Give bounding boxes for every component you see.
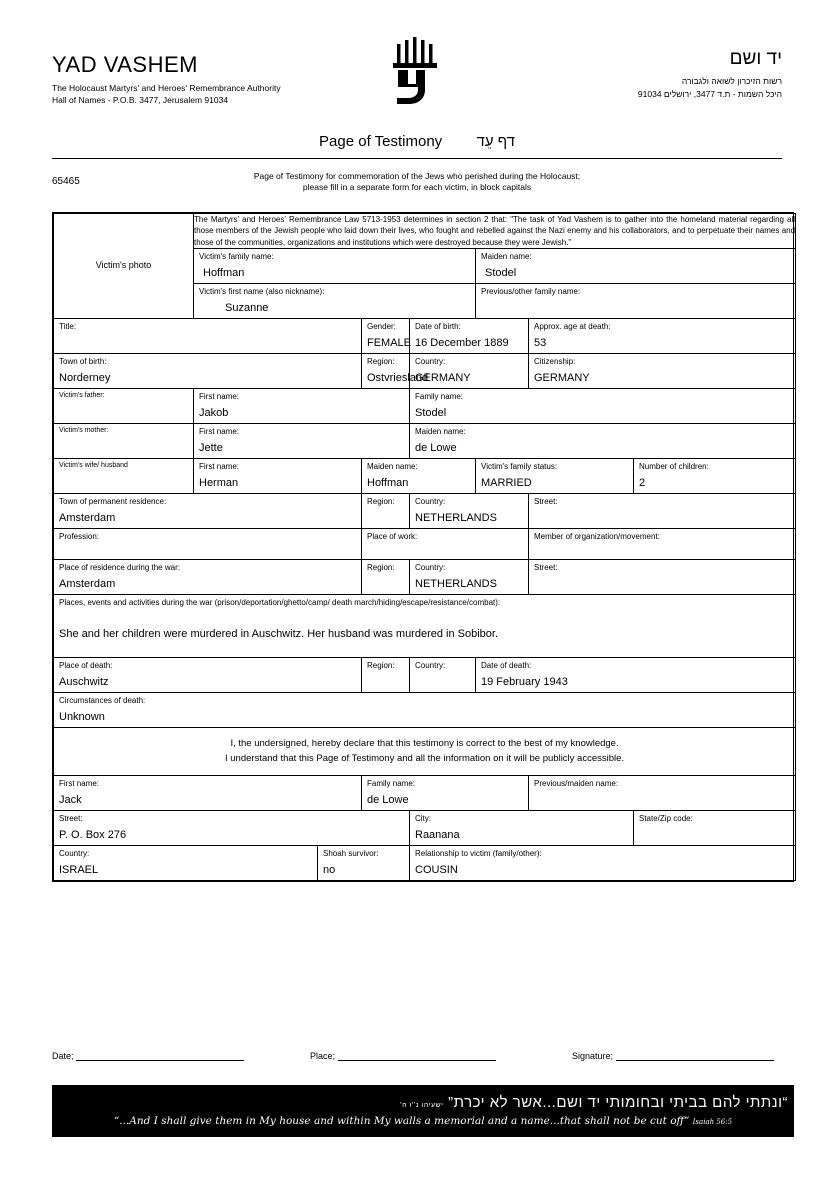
declaration-line-2: I understand that this Page of Testimony and all the information on it will be publicly accessible.: [225, 753, 625, 765]
submitter-family-name-cell[interactable]: [362, 776, 529, 811]
victim-photo-cell: [54, 214, 194, 319]
victim-citizenship-cell[interactable]: [529, 354, 796, 389]
victim-first-name-value: Suzanne: [225, 302, 269, 315]
victim-age-at-death-cell[interactable]: [529, 319, 796, 354]
father-family-name-value: Stodel: [415, 407, 447, 420]
victim-citizenship-value: GERMANY: [534, 372, 590, 385]
victim-town-of-birth-cell[interactable]: [54, 354, 362, 389]
mother-row-label: Victim's mother:: [59, 427, 109, 435]
spouse-row-label-cell: [54, 459, 194, 494]
submitter-country-value: ISRAEL: [59, 864, 99, 877]
victim-previous-family-name-label: Previous/other family name:: [481, 287, 581, 297]
date-field[interactable]: [52, 1049, 244, 1061]
war-residence-place-label: Place of residence during the war:: [59, 563, 180, 573]
spouse-maiden-name-value: Hoffman: [367, 477, 409, 490]
footer-quote-hebrew: [58, 1094, 788, 1111]
hebrew-org-name: יד ושם: [729, 48, 782, 69]
instructions-line-2: please fill in a separate form for each victim, in block capitals: [302, 182, 532, 193]
hebrew-brand: [638, 48, 782, 99]
spouse-first-name-value: Herman: [199, 477, 239, 490]
signature-label: Signature;: [572, 1051, 614, 1061]
victim-title-label: Title:: [59, 322, 77, 332]
submitter-first-name-cell[interactable]: [54, 776, 362, 811]
permanent-residence-country-cell[interactable]: [410, 494, 529, 529]
footer-quote-english-text: “...And I shall give them in My house and within My walls a memorial and a name...that shall not be cut off”: [113, 1115, 690, 1127]
date-of-death-value: 19 February 1943: [481, 676, 568, 689]
form-number: 65465: [52, 176, 80, 187]
submitter-street-cell[interactable]: [54, 811, 410, 846]
family-status-value: MARRIED: [481, 477, 532, 490]
place-of-work-cell[interactable]: [362, 529, 529, 560]
footer-quote-english: [58, 1115, 788, 1127]
victim-birth-region-label: Region:: [367, 357, 395, 367]
victim-first-name-label: Victim's first name (also nickname):: [199, 287, 325, 297]
victim-maiden-name-label: Maiden name:: [481, 252, 532, 262]
permanent-residence-region-label: Region:: [367, 497, 395, 507]
spouse-maiden-name-cell[interactable]: [362, 459, 476, 494]
submitter-state-zip-label: State/Zip code:: [639, 814, 693, 824]
footer-quote-hebrew-ref: ישעיהו נ’’ו ה’: [400, 1102, 444, 1109]
shoah-survivor-label: Shoah survivor:: [323, 849, 379, 859]
victim-birth-country-value: GERMANY: [415, 372, 471, 385]
spouse-first-name-cell[interactable]: [194, 459, 362, 494]
victim-birth-region-cell[interactable]: [362, 354, 429, 389]
number-of-children-label: Number of children:: [639, 462, 709, 472]
father-first-name-cell[interactable]: [194, 389, 410, 424]
war-residence-place-cell[interactable]: [54, 560, 362, 595]
number-of-children-value: 2: [639, 477, 646, 490]
page-title: Page of Testimony: [319, 133, 443, 150]
mother-first-name-cell[interactable]: [194, 424, 410, 459]
signature-row: [52, 1049, 794, 1075]
mother-row-label-cell: [54, 424, 194, 459]
remembrance-law-text: The Martyrs' and Heroes' Remembrance Law 5713-1953 determines in section 2 that: "The task of Yad Vashem is to gather into the homeland material regarding all those members of the Jewish people who laid down their lives, who fought and rebelled against the Nazi enemy and his collaborators, and to perpetuate their names and those of the communities, organizations and institutions which were destroyed because they were Jewish.": [194, 215, 796, 247]
victim-dob-value: 16 December 1889: [415, 337, 509, 350]
signature-field[interactable]: [572, 1049, 774, 1061]
permanent-residence-country-value: NETHERLANDS: [415, 512, 497, 525]
hebrew-subtitle-1: רשות הזיכרון לשואה ולגבורה: [681, 76, 782, 86]
victim-family-name-cell[interactable]: [194, 249, 476, 284]
permanent-residence-town-value: Amsterdam: [59, 512, 116, 525]
war-residence-country-value: NETHERLANDS: [415, 578, 497, 591]
permanent-residence-street-label: Street:: [534, 497, 558, 507]
victim-town-of-birth-label: Town of birth:: [59, 357, 107, 367]
footer-quote-english-ref: Isaiah 56:5: [692, 1118, 733, 1126]
victim-birth-country-label: Country:: [415, 357, 446, 367]
org-subtitle-2: Hall of Names - P.O.B. 3477, Jerusalem 91034: [52, 95, 229, 105]
war-residence-country-cell[interactable]: [410, 560, 529, 595]
submitter-family-name-label: Family name:: [367, 779, 416, 789]
date-of-death-cell[interactable]: [476, 658, 796, 693]
submitter-city-cell[interactable]: [410, 811, 634, 846]
father-family-name-label: Family name:: [415, 392, 464, 402]
date-label: Date;: [52, 1051, 74, 1061]
war-events-cell[interactable]: [54, 595, 796, 658]
yad-vashem-brand: [52, 52, 281, 105]
war-residence-place-value: Amsterdam: [59, 578, 116, 591]
death-country-label: Country:: [415, 661, 446, 671]
victim-family-name-value: Hoffman: [203, 267, 245, 280]
instructions-line-1: Page of Testimony for commemoration of the Jews who perished during the Holocaust;: [253, 171, 581, 181]
family-status-label: Victim's family status:: [481, 462, 558, 472]
victim-birth-region-value: Ostvriesland: [367, 372, 429, 385]
victim-birth-country-cell[interactable]: [410, 354, 529, 389]
death-region-label: Region:: [367, 661, 395, 671]
victim-citizenship-label: Citizenship:: [534, 357, 576, 367]
submitter-state-zip-cell[interactable]: [634, 811, 796, 846]
victim-town-of-birth-value: Norderney: [59, 372, 111, 385]
death-country-cell[interactable]: [410, 658, 476, 693]
circumstances-of-death-cell[interactable]: [54, 693, 796, 728]
war-residence-street-cell[interactable]: [529, 560, 796, 595]
submitter-city-value: Raanana: [415, 829, 460, 842]
father-first-name-value: Jakob: [199, 407, 229, 420]
relationship-cell[interactable]: [410, 846, 796, 881]
victim-previous-family-name-cell[interactable]: [476, 284, 796, 319]
organization-label: Member of organization/movement:: [534, 532, 660, 542]
shoah-survivor-cell[interactable]: [318, 846, 410, 881]
footer-quote: [52, 1085, 794, 1137]
yad-vashem-logo-icon: [372, 34, 462, 106]
victim-family-name-label: Victim's family name:: [199, 252, 274, 262]
place-of-death-label: Place of death:: [59, 661, 113, 671]
submitter-first-name-label: First name:: [59, 779, 100, 789]
mother-maiden-name-cell[interactable]: [410, 424, 796, 459]
submitter-first-name-value: Jack: [59, 794, 82, 807]
mother-maiden-name-label: Maiden name:: [415, 427, 466, 437]
page-title-row: [0, 133, 834, 150]
profession-label: Profession:: [59, 532, 100, 542]
declaration-cell: [54, 728, 796, 776]
victim-maiden-name-cell[interactable]: [476, 249, 796, 284]
submitter-country-label: Country:: [59, 849, 90, 859]
place-field[interactable]: [310, 1049, 496, 1061]
war-residence-region-cell[interactable]: [362, 560, 410, 595]
mother-first-name-value: Jette: [199, 442, 223, 455]
org-subtitle-1: The Holocaust Martyrs' and Heroes' Remembrance Authority: [52, 83, 281, 93]
victim-photo-label: Victim's photo: [95, 260, 152, 271]
permanent-residence-country-label: Country:: [415, 497, 446, 507]
victim-gender-value: FEMALE: [367, 337, 412, 350]
page-title-hebrew: דף עֵד: [476, 133, 515, 150]
permanent-residence-town-cell[interactable]: [54, 494, 362, 529]
victim-age-at-death-value: 53: [534, 337, 547, 350]
war-residence-region-label: Region:: [367, 563, 395, 573]
war-residence-street-label: Street:: [534, 563, 558, 573]
war-events-label: Places, events and activities during the war (prison/deportation/ghetto/camp/ death march/hiding/escape/resistance/combat):: [59, 598, 501, 608]
submitter-street-label: Street:: [59, 814, 83, 824]
spouse-maiden-name-label: Maiden name:: [367, 462, 418, 472]
death-region-cell[interactable]: [362, 658, 410, 693]
number-of-children-cell[interactable]: [634, 459, 796, 494]
permanent-residence-street-cell[interactable]: [529, 494, 796, 529]
place-of-death-cell[interactable]: [54, 658, 362, 693]
testimony-form: [52, 212, 794, 882]
spouse-first-name-label: First name:: [199, 462, 240, 472]
place-of-work-label: Place of work:: [367, 532, 418, 542]
father-family-name-cell[interactable]: [410, 389, 796, 424]
permanent-residence-town-label: Town of permanent residence:: [59, 497, 167, 507]
date-of-death-label: Date of death:: [481, 661, 532, 671]
shoah-survivor-value: no: [323, 864, 336, 877]
profession-cell[interactable]: [54, 529, 362, 560]
victim-first-name-cell[interactable]: [194, 284, 476, 319]
submitter-country-cell[interactable]: [54, 846, 318, 881]
submitter-family-name-value: de Lowe: [367, 794, 409, 807]
war-events-value: She and her children were murdered in Auschwitz. Her husband was murdered in Sobibor.: [59, 628, 499, 641]
war-residence-country-label: Country:: [415, 563, 446, 573]
submitter-previous-name-cell[interactable]: [529, 776, 796, 811]
victim-dob-label: Date of birth:: [415, 322, 461, 332]
header-divider: [52, 158, 782, 159]
footer-quote-hebrew-text: “ונתתי להם בביתי ובחומותי יד ושם...אשר לא יכרת”: [448, 1094, 788, 1111]
father-first-name-label: First name:: [199, 392, 240, 402]
place-label: Place;: [310, 1051, 336, 1061]
victim-maiden-name-value: Stodel: [485, 267, 517, 280]
instructions: [0, 171, 834, 194]
circumstances-of-death-value: Unknown: [59, 711, 105, 724]
hebrew-subtitle-2: היכל השמות - ת.ד 3477, ירושלים 91034: [637, 89, 782, 99]
document-header: [0, 0, 834, 118]
submitter-street-value: P. O. Box 276: [59, 829, 127, 842]
mother-first-name-label: First name:: [199, 427, 240, 437]
place-of-death-value: Auschwitz: [59, 676, 109, 689]
org-name: YAD VASHEM: [52, 52, 198, 77]
circumstances-of-death-label: Circumstances of death:: [59, 696, 146, 706]
victim-age-at-death-label: Approx. age at death:: [534, 322, 611, 332]
family-status-cell[interactable]: [476, 459, 634, 494]
submitter-city-label: City:: [415, 814, 431, 824]
mother-maiden-name-value: de Lowe: [415, 442, 457, 455]
declaration-line-1: I, the undersigned, hereby declare that this testimony is correct to the best of my knowledge.: [230, 738, 619, 750]
father-row-label: Victim's father:: [59, 392, 105, 400]
father-row-label-cell: [54, 389, 194, 424]
victim-title-cell[interactable]: [54, 319, 362, 354]
relationship-label: Relationship to victim (family/other):: [415, 849, 542, 859]
submitter-previous-name-label: Previous/maiden name:: [534, 779, 619, 789]
relationship-value: COUSIN: [415, 864, 458, 877]
organization-cell[interactable]: [529, 529, 796, 560]
spouse-row-label: Victim's wife/ husband: [59, 462, 128, 470]
victim-dob-cell[interactable]: [410, 319, 529, 354]
permanent-residence-region-cell[interactable]: [362, 494, 410, 529]
victim-gender-label: Gender:: [367, 322, 396, 332]
victim-gender-cell[interactable]: [362, 319, 410, 354]
